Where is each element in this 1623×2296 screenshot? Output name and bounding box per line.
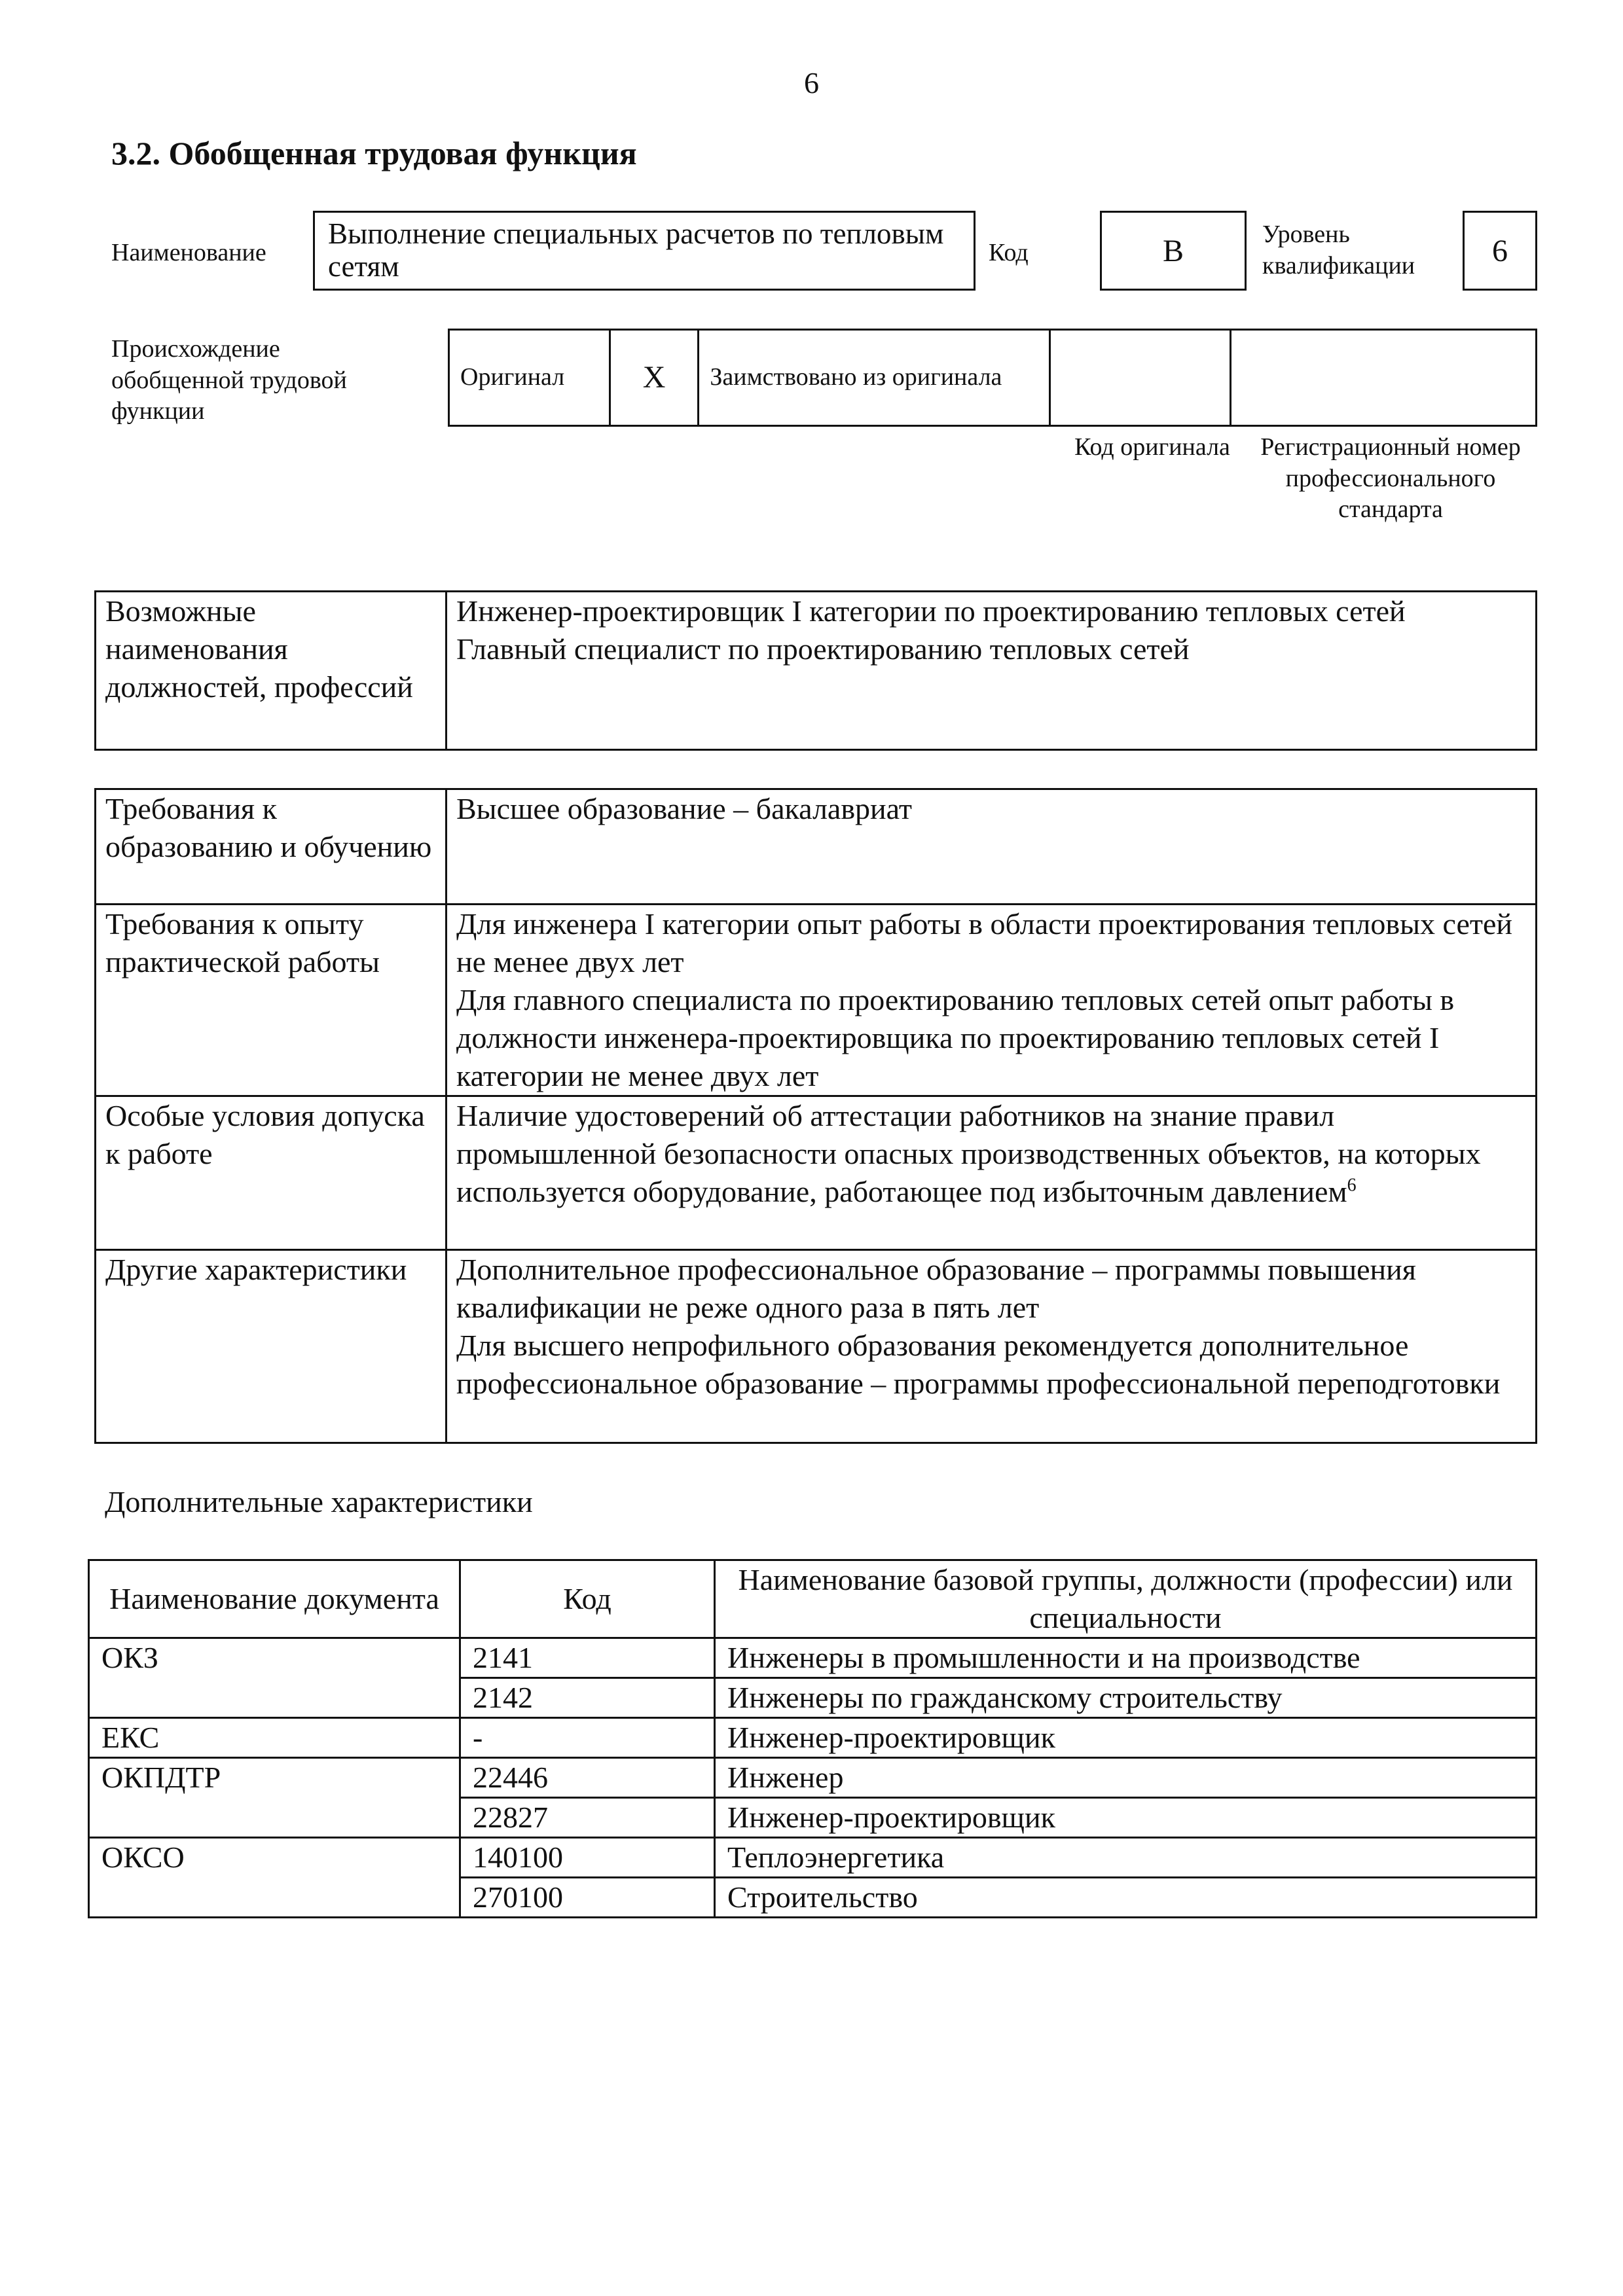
name-cell: Строительство — [715, 1877, 1537, 1917]
code-cell: - — [460, 1717, 715, 1757]
doc-cell: ОКЗ — [89, 1638, 460, 1717]
level-box: 6 — [1463, 211, 1537, 291]
original-mark: X — [610, 330, 698, 426]
req-line: Дополнительное профессиональное образование – программы повышения квалификации не реже одного раза в пять лет — [456, 1252, 1416, 1324]
req-line: Наличие удостоверений об аттестации работников на знание правил промышленной безопасности опасных производственных объектов, на которых используется оборудование, работающее под избыточным давлением — [456, 1098, 1481, 1208]
level-label: Уровень квалификации — [1262, 221, 1415, 279]
header-code: Код — [460, 1560, 715, 1638]
req-line: Высшее образование – бакалавриат — [456, 792, 912, 825]
section-title: 3.2. Обобщенная трудовая функция — [111, 135, 637, 171]
footnote-mark: 6 — [1347, 1175, 1357, 1196]
positions-values — [447, 592, 1537, 750]
borrowed-label: Заимствовано из оригинала — [699, 330, 1050, 426]
code-cell: 2141 — [460, 1638, 715, 1677]
req-label-experience: Требования к опыту практической работы — [96, 905, 447, 1096]
doc-cell: ОКПДТР — [89, 1757, 460, 1837]
positions-label: Возможные наименования должностей, профессий — [96, 592, 447, 750]
page-number: 6 — [804, 66, 819, 99]
code-box: B — [1100, 211, 1247, 291]
name-cell: Теплоэнергетика — [715, 1837, 1537, 1877]
doc-cell: ЕКС — [89, 1717, 460, 1757]
additional-title: Дополнительные характеристики — [105, 1485, 533, 1518]
name-cell: Инженер — [715, 1757, 1537, 1797]
origin-label: Происхождение обобщенной трудовой функции — [111, 335, 347, 425]
reg-number-cell — [1231, 330, 1537, 426]
name-cell: Инженер-проектировщик — [715, 1717, 1537, 1757]
code-cell: 22446 — [460, 1757, 715, 1797]
header-doc: Наименование документа — [89, 1560, 460, 1638]
req-label-other: Другие характеристики — [96, 1249, 447, 1443]
name-cell: Инженеры в промышленности и на производстве — [715, 1638, 1537, 1677]
requirements-table — [94, 788, 1537, 1444]
origin-table — [448, 329, 1537, 427]
req-line: Для главного специалиста по проектированию тепловых сетей опыт работы в должности инженера-проектировщика по проектированию тепловых сетей I категории не менее двух лет — [456, 982, 1455, 1092]
code-original-label: Код оригинала — [1074, 433, 1230, 461]
req-label-education: Требования к образованию и обучению — [96, 789, 447, 905]
function-name-box: Выполнение специальных расчетов по тепловым сетям — [313, 211, 976, 291]
code-label: Код — [989, 239, 1029, 266]
code-cell: 2142 — [460, 1677, 715, 1717]
req-line: Для высшего непрофильного образования рекомендуется дополнительное профессиональное образование – программы профессиональной переподготовки — [456, 1328, 1501, 1400]
name-label: Наименование — [111, 239, 266, 266]
position-item: Главный специалист по проектированию тепловых сетей — [456, 632, 1190, 666]
name-cell: Инженер-проектировщик — [715, 1797, 1537, 1837]
req-value-other — [447, 1249, 1537, 1443]
reg-number-label: Регистрационный номер профессионального стандарта — [1260, 433, 1521, 523]
code-cell: 270100 — [460, 1877, 715, 1917]
additional-table — [88, 1559, 1537, 1918]
header-name: Наименование базовой группы, должности (профессии) или специальности — [715, 1560, 1537, 1638]
req-value-experience — [447, 905, 1537, 1096]
name-cell: Инженеры по гражданскому строительству — [715, 1677, 1537, 1717]
code-cell: 140100 — [460, 1837, 715, 1877]
req-value-admission — [447, 1096, 1537, 1249]
req-value-education — [447, 789, 1537, 905]
code-cell: 22827 — [460, 1797, 715, 1837]
original-label: Оригинал — [449, 330, 610, 426]
req-line: Для инженера I категории опыт работы в области проектирования тепловых сетей не менее двух лет — [456, 907, 1513, 978]
doc-cell: ОКСО — [89, 1837, 460, 1917]
original-code-cell — [1050, 330, 1231, 426]
positions-table — [94, 590, 1537, 751]
position-item: Инженер-проектировщик I категории по проектированию тепловых сетей — [456, 594, 1406, 628]
req-label-admission: Особые условия допуска к работе — [96, 1096, 447, 1249]
